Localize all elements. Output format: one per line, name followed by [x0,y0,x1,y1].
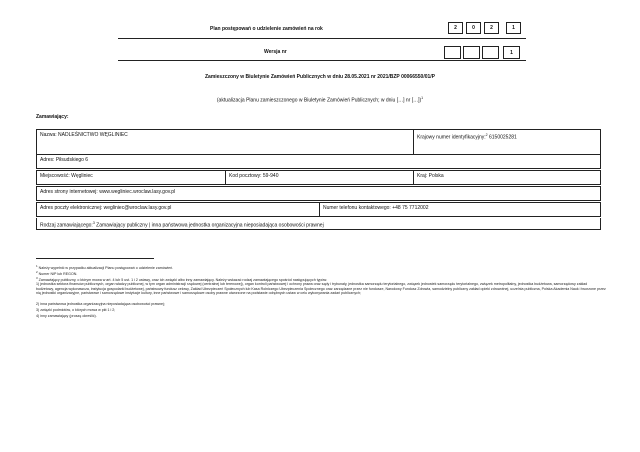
update-footnote-ref: 1 [421,96,424,100]
buyer-website-cell [36,186,601,201]
footnote-number: 2 [36,270,38,274]
buyer-phone-cell [319,202,601,217]
buyer-email: Adres poczty elektronicznej: wegliniec@wroclaw.lasy.gov.pl [40,205,172,211]
buyer-phone: Numer telefonu kontaktowego: +48 75 7712002 [323,205,429,211]
buyer-country-cell [413,170,601,185]
footnote [36,314,606,319]
footnote-text: 1) jednostka sektora finansów publicznych, organ władzy publicznej, w tym organ administracji rządowej (centralnej lub terenowej), organ kontroli państwowej i ochrony prawa oraz sądy i trybunały, jednostka samorządu terytorialnego, związek jednostek samorządu terytorialnego, związek metropolitalny, jednostka budżetowa, samorządowy zakład budżetowy, agencja wykonawcza, instytucja gospodarki budżetowej, państwowy fundusz celowy, Zakład Ubezpieczeń Społecznych lub Kasa Rolniczego Ubezpieczenia Społecznego oraz zarządzane przez nie fundusze, Narodowy Fundusz Zdrowia, samodzielny publiczny zakład opieki zdrowotnej, uczelnia publiczna, Polska Akademia Nauk i tworzone przez nią jednostki organizacyjne, państwowe i samorządowe instytucje kultury, inne państwowe i samorządowe osoby prawne utworzone na podstawie odrębnych ustaw w celu wykonywania zadań publicznych; [36,282,606,296]
year-digit-box: 1 [506,22,521,34]
version-rule [118,60,526,61]
update-text: (aktualizacja Planu zamieszczonego w Biuletynie Zamówień Publicznych; w dniu […] nr […]) [216,97,422,104]
buyer-nip-cell [413,129,601,155]
footnote-text: 3) związki podmiotów, o których mowa w pkt 1 i 2; [36,308,116,312]
buyer-name-cell [36,129,414,155]
buyer-type-footnote-ref: 3 [92,221,95,225]
footnote-separator [36,258,154,259]
nip-label: Krajowy numer identyfikacyjny: [417,134,486,141]
footnote-text: Należy wypełnić w przypadku aktualizacji Planu postępowań o udzielenie zamówień. [38,266,174,271]
footnote [36,308,606,313]
version-digit-box: 1 [503,46,520,59]
buyer-name: Nazwa: NADLEŚNICTWO WĘGLINIEC [40,132,128,138]
footnote-text: 2) inna państwowa jednostka organizacyjna nieposiadająca osobowości prawnej; [36,302,165,306]
year-digit-box: 2 [484,22,499,34]
footnote-text: Zamawiający publiczny, o którym mowa w art. 4 lub 5 ust. 1 i 2 ustawy, oraz ich związki albo inny zamawiający. Należy wskazać rodzaj zamawiającego spośród następujących typów: [38,278,328,283]
version-digit-box [463,46,480,59]
footnote-number: 3 [36,276,38,280]
footnote [36,302,606,307]
buyer-country: Kraj: Polska [417,173,444,179]
buyer-section-title: Zamawiający: [36,114,69,120]
year-digit-box: 0 [466,22,481,34]
buyer-email-cell [36,202,320,217]
year-digit-box: 2 [448,22,463,34]
buyer-type-label: Rodzaj zamawiającego: [40,222,93,229]
buyer-city-cell [36,170,226,185]
buyer-type-value: Zamawiający publiczny | inna państwowa jednostka organizacyjna nieposiadająca osobowości prawnej [96,222,324,229]
buyer-website: Adres strony internetowej: www.wegliniec.wroclaw.lasy.gov.pl [40,189,176,195]
plan-title: Plan postępowań o udzielenie zamówień na rok [210,26,323,32]
footnote-text: 4) inny zamawiający (proszę określić). [36,314,97,318]
header-rule [118,38,526,39]
footnote-text: Numer NIP lub REGON. [38,272,78,277]
update-line [0,95,640,104]
buyer-postal-code: Kod pocztowy: 59-940 [229,173,279,179]
footnote-number: 1 [36,264,38,268]
published-line: Zamieszczony w Biuletynie Zamówień Publicznych w dniu 28.05.2021 nr 2021/BZP 00066550/01/P [204,74,435,80]
version-label: Wersja nr [264,49,287,55]
buyer-postal-cell [225,170,414,185]
footnote [36,282,606,296]
version-digit-box [482,46,499,59]
nip-footnote-ref: 2 [485,133,488,137]
nip-value: 6150025281 [488,134,517,141]
buyer-type-cell [36,218,601,230]
buyer-city: Miejscowość: Węgliniec [40,173,93,179]
buyer-address-cell [36,154,601,169]
version-digit-box [444,46,461,59]
buyer-address: Adres: Piłsudskiego 6 [40,157,89,163]
